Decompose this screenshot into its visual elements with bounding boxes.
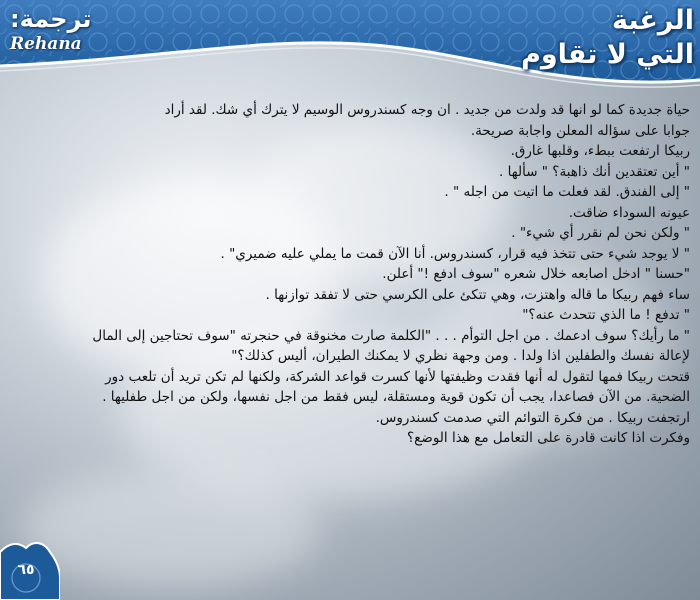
translator-name: Rehana [10,34,82,54]
paragraph: لإعالة نفسك والطفلين اذا ولدا . ومن وجهة نظري لا يمكنك الطيران، أليس كذلك؟" [231,348,690,364]
paragraph: الضحية. من الآن فصاعدا، يجب أن تكون قوية ومستقلة، ليس فقط من اجل نفسها، ولكن من اجل طفليها . [102,389,690,405]
paragraph: ربيكا ارتفعت ببطء، وقلبها غارق. [510,143,690,159]
paragraph: ساء فهم ربيكا ما قاله واهتزت، وهي تتكئ على الكرسي حتى لا تفقد توازنها . [265,286,690,303]
paragraph: جوابا على سؤاله المعلن واجابة صريحة. [470,122,690,139]
story-text [40,100,690,449]
paragraph: " لا يوجد شيء حتى تتخذ فيه قرار، كسندروس. أنا الآن قمت ما يملي عليه ضميري" . [220,245,690,262]
paragraph: " ولكن نحن لم نقرر أي شيء" . [511,225,690,241]
title-line-1: الرغبة [611,5,694,36]
paragraph: وفكرت اذا كانت قادرة على التعامل مع هذا الوضع؟ [407,430,690,446]
smoke-cloud [20,470,320,590]
page-number: ٦٥ [17,562,35,578]
paragraph: قتحت ربيكا فمها لتقول له أنها فقدت وظيفتها لأنها كسرت قواعد الشركة، ولكنها لم تكن تريد أن تلعب دور [105,368,690,385]
paragraph: " تدفع ! ما الذي تتحدث عنه؟" [522,307,690,323]
paragraph: " ما رأيك؟ سوف ادعمك . من اجل التوأم . . . "الكلمة صارت مخنوقة في حنجرته "سوف تحتاجين إلى المال [92,327,690,344]
paragraph: "حسنا " ادخل اصابعه خلال شعره "سوف ادفع !" أعلن. [382,266,690,282]
paragraph: " أين تعتقدين أنك ذاهبة؟ " سألها . [499,163,690,180]
paragraph: ارتجفت ربيكا . من فكرة التوائم التي صدمت كسندروس. [375,409,690,426]
chapter-title [454,4,694,72]
title-line-2: التي لا تقاوم [521,39,694,70]
paragraph: حياة جديدة كما لو انها قد ولدت من جديد . ان وجه كسندروس الوسيم لا يترك أي شك. لقد أراد [164,102,690,118]
translator-credit [10,4,160,54]
paragraph: " إلى الفندق. لقد فعلت ما اتيت من اجله " . [444,184,690,200]
paragraph: عيونه السوداء ضاقت. [568,204,690,221]
translator-label: ترجمة: [10,5,92,33]
